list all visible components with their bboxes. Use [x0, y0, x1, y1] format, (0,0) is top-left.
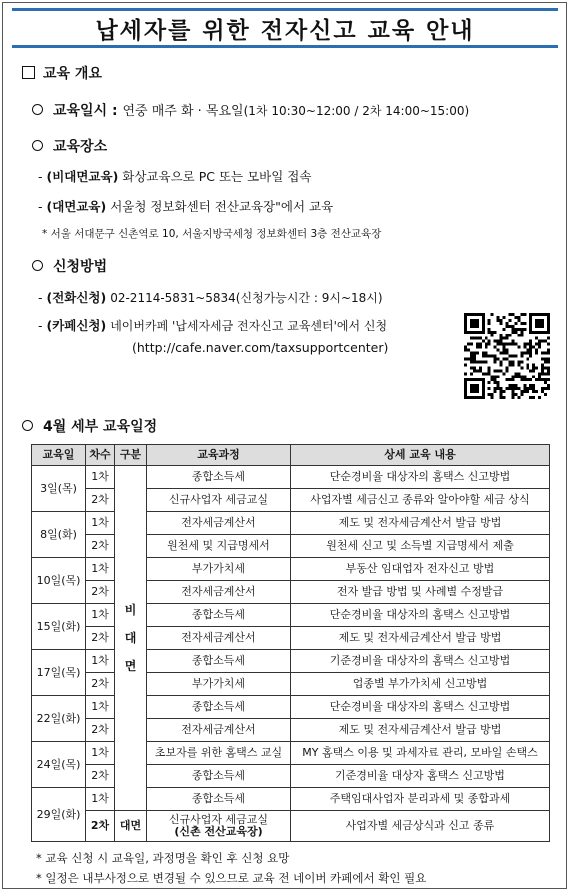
page-title: 납세자를 위한 전자신고 교육 안내 [95, 17, 475, 44]
offline-text: 서울청 정보화센터 전산교육장"에서 교육 [110, 199, 334, 214]
cell-order: 1차 [86, 512, 115, 535]
cell-order: 2차 [86, 765, 115, 788]
schedule-section-heading [22, 416, 157, 436]
cell-detail: 전자 발급 방법 및 사례별 수정발급 [291, 581, 550, 604]
cell-course: 초보자를 위한 홈택스 교실 [147, 742, 291, 765]
cell-date: 8일(화) [32, 512, 86, 558]
cell-order: 1차 [86, 466, 115, 489]
circle-bullet-icon [32, 104, 43, 115]
circle-bullet-icon [32, 260, 43, 271]
course-location: (신촌 전산교육장) [174, 825, 263, 838]
cell-detail: 단순경비율 대상자의 홈택스 신고방법 [291, 604, 550, 627]
square-bullet-icon [22, 66, 35, 79]
table-row [32, 788, 550, 811]
schedule-table [31, 444, 550, 842]
table-row [32, 535, 550, 558]
cell-course: 종합소득세 [147, 765, 291, 788]
course-name: 신규사업자 세금교실 [168, 813, 269, 826]
cell-order: 1차 [86, 604, 115, 627]
cell-course: 신규사업자 세금교실 [147, 489, 291, 512]
circle-bullet-icon [32, 140, 43, 151]
cell-course: 전자세금계산서 [147, 719, 291, 742]
cafe-label: (카페신청) [46, 318, 107, 333]
apply-heading [32, 256, 107, 276]
table-row [32, 696, 550, 719]
cell-order: 1차 [86, 558, 115, 581]
cell-detail: 제도 및 전자세금계산서 발급 방법 [291, 719, 550, 742]
table-row [32, 466, 550, 489]
cell-date: 24일(목) [32, 742, 86, 788]
title-banner [12, 8, 558, 48]
table-row [32, 673, 550, 696]
schedule-sep: : [107, 103, 123, 119]
col-header-order: 차수 [86, 445, 115, 466]
cell-course: 전자세금계산서 [147, 627, 291, 650]
cell-detail: 기준경비율 대상자의 홈택스 신고방법 [291, 650, 550, 673]
cell-detail: 단순경비율 대상자의 홈택스 신고방법 [291, 466, 550, 489]
col-header-gubun: 구분 [115, 445, 147, 466]
cell-order: 1차 [86, 742, 115, 765]
table-row [32, 650, 550, 673]
gubun-char: 대 [124, 631, 137, 645]
note-2: * 일정은 내부사정으로 변경될 수 있으므로 교육 전 네이버 카페에서 확인 필요 [36, 871, 427, 885]
cell-order: 2차 [86, 627, 115, 650]
phone-text: 02-2114-5831~5834(신청가능시간 : 9시~18시) [110, 291, 383, 305]
cell-detail: 제도 및 전자세금계산서 발급 방법 [291, 627, 550, 650]
table-row [32, 627, 550, 650]
overview-heading-text: 교육 개요 [43, 66, 102, 82]
cell-detail: MY 홈택스 이용 및 과세자료 관리, 모바일 손택스 [291, 742, 550, 765]
cell-order: 1차 [86, 696, 115, 719]
col-header-course: 교육과정 [147, 445, 291, 466]
online-line: - (비대면교육) 화상교육으로 PC 또는 모바일 접속 [38, 169, 312, 184]
cafe-line: - (카페신청) 네이버카페 '납세자세금 전자신고 교육센터'에서 신청 [38, 318, 388, 333]
cell-order: 2차 [86, 581, 115, 604]
table-row [32, 512, 550, 535]
gubun-char: 비 [124, 603, 137, 617]
cell-course: 부가가치세 [147, 558, 291, 581]
cell-detail: 부동산 임대업자 전자신고 방법 [291, 558, 550, 581]
cell-detail: 제도 및 전자세금계산서 발급 방법 [291, 512, 550, 535]
cell-course: 종합소득세 [147, 650, 291, 673]
cell-date: 22일(화) [32, 696, 86, 742]
cell-order: 1차 [86, 788, 115, 811]
cell-order: 1차 [86, 650, 115, 673]
schedule-line [32, 100, 469, 120]
cell-order: 2차 [86, 719, 115, 742]
phone-label: (전화신청) [46, 290, 107, 305]
cell-date: 29일(화) [32, 788, 86, 842]
cell-date: 10일(목) [32, 558, 86, 604]
table-row [32, 581, 550, 604]
table-row [32, 489, 550, 512]
cell-detail: 단순경비율 대상자의 홈택스 신고방법 [291, 696, 550, 719]
cell-detail: 사업자별 세금신고 종류와 알아야할 세금 상식 [291, 489, 550, 512]
phone-line: - (전화신청) 02-2114-5831~5834(신청가능시간 : 9시~18시) [38, 290, 383, 305]
cell-course: 종합소득세 [147, 604, 291, 627]
qr-code-icon[interactable] [464, 313, 550, 399]
overview-heading [22, 63, 102, 83]
col-header-detail: 상세 교육 내용 [291, 445, 550, 466]
cell-detail: 기준경비율 대상자 홈택스 신고방법 [291, 765, 550, 788]
place-label: 교육장소 [53, 139, 108, 155]
cell-order: 2차 [86, 489, 115, 512]
table-row [32, 765, 550, 788]
schedule-times: (1차 10:30~12:00 / 2차 14:00~15:00) [243, 104, 470, 118]
cell-date: 3일(목) [32, 466, 86, 512]
cell-detail: 원천세 신고 및 소득별 지급명세서 제출 [291, 535, 550, 558]
table-row [32, 719, 550, 742]
cell-date: 15일(화) [32, 604, 86, 650]
cell-course: 전자세금계산서 [147, 512, 291, 535]
online-label: (비대면교육) [46, 169, 119, 184]
circle-bullet-icon [22, 420, 33, 431]
cell-course: 전자세금계산서 [147, 581, 291, 604]
offline-label: (대면교육) [46, 199, 107, 214]
cell-gubun-online [115, 466, 147, 811]
gubun-char: 면 [124, 659, 137, 673]
cell-order: 2차 [86, 811, 115, 842]
schedule-section-title: 4월 세부 교육일정 [43, 419, 158, 435]
offline-line: - (대면교육) 서울청 정보화센터 전산교육장"에서 교육 [38, 199, 334, 214]
cell-course: 종합소득세 [147, 466, 291, 489]
col-header-date: 교육일 [32, 445, 86, 466]
cell-detail: 사업자별 세금상식과 신고 종류 [291, 811, 550, 842]
cell-course: 종합소득세 [147, 788, 291, 811]
cell-order: 2차 [86, 673, 115, 696]
cell-detail: 업종별 부가가치세 신고방법 [291, 673, 550, 696]
cell-gubun-offline: 대면 [115, 811, 147, 842]
cell-course: 부가가치세 [147, 673, 291, 696]
online-text: 화상교육으로 PC 또는 모바일 접속 [122, 169, 312, 184]
table-row [32, 558, 550, 581]
cell-course: 원천세 및 지급명세서 [147, 535, 291, 558]
cell-detail: 주택임대사업자 분리과세 및 종합과세 [291, 788, 550, 811]
cafe-text: 네이버카페 '납세자세금 전자신고 교육센터'에서 신청 [110, 319, 388, 333]
cafe-url[interactable]: (http://cafe.naver.com/taxsupportcenter) [132, 340, 389, 355]
place-heading [32, 136, 107, 156]
cell-course: 종합소득세 [147, 696, 291, 719]
apply-label: 신청방법 [53, 259, 108, 275]
table-row [32, 604, 550, 627]
note-1: * 교육 신청 시 교육일, 과정명을 확인 후 신청 요망 [36, 851, 290, 865]
schedule-value: 연중 매주 화 · 목요일 [122, 104, 244, 119]
address-note: * 서울 서대문구 신촌역로 10, 서울지방국세청 정보화센터 3층 전산교육장 [42, 228, 382, 240]
schedule-label: 교육일시 [53, 103, 108, 119]
table-row [32, 811, 550, 842]
cell-course [147, 811, 291, 842]
cell-date: 17일(목) [32, 650, 86, 696]
table-header-row [32, 445, 550, 466]
table-row [32, 742, 550, 765]
cell-order: 2차 [86, 535, 115, 558]
